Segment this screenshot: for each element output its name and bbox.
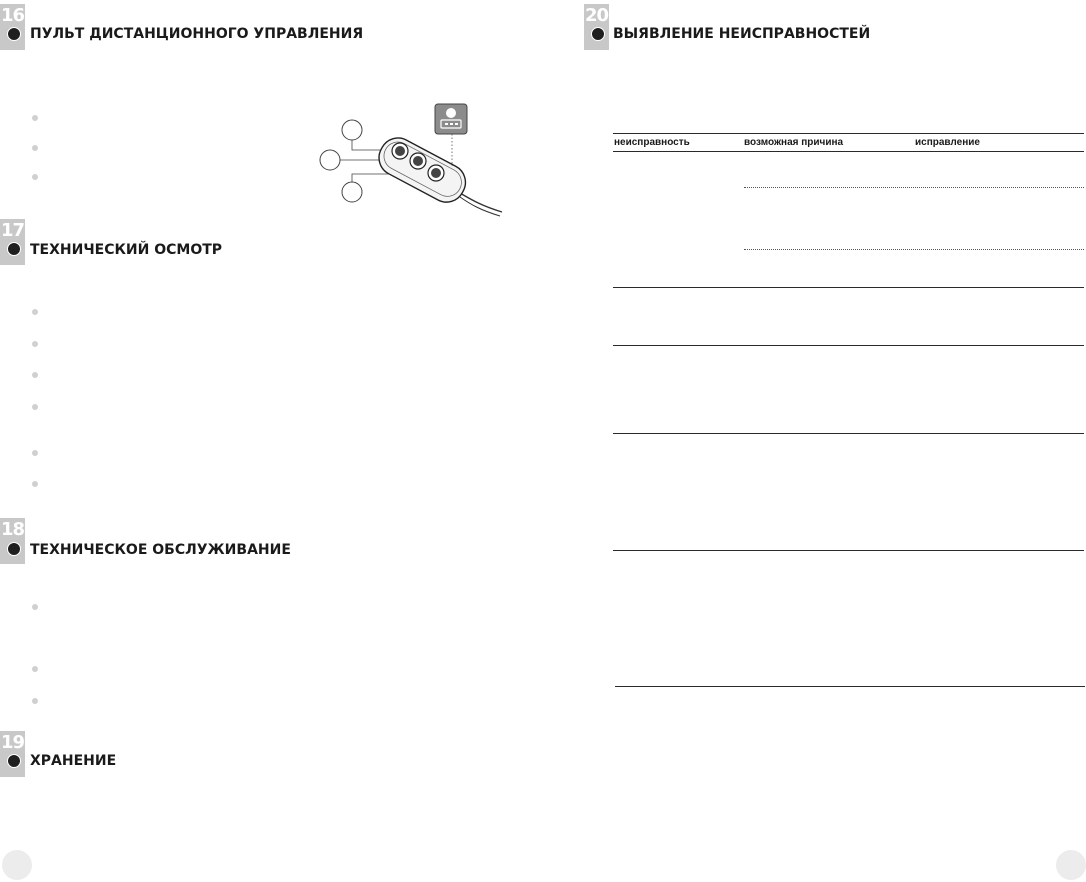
table-row-3-rule: [613, 433, 1084, 434]
callout-circle-1: [342, 120, 362, 140]
table-row-1-rule: [613, 287, 1084, 288]
page-number-circle-left: [2, 850, 32, 880]
remote-button-1: [392, 143, 408, 159]
remote-body: [373, 132, 472, 209]
table-header-rule: [613, 151, 1084, 152]
section-heading-20: ВЫЯВЛЕНИЕ НЕИСПРАВНОСТЕЙ: [613, 26, 871, 42]
bullet-17-2: [32, 341, 38, 347]
section-heading-17: ТЕХНИЧЕСКИЙ ОСМОТР: [30, 242, 223, 258]
bullet-16-2: [32, 145, 38, 151]
section-heading-18: ТЕХНИЧЕСКОЕ ОБСЛУЖИВАНИЕ: [30, 542, 291, 558]
table-row-2-rule: [613, 345, 1084, 346]
section-number-19: [0, 731, 25, 755]
bullet-18-2: [32, 666, 38, 672]
table-header-fault: неисправность: [614, 137, 690, 148]
table-header-fix: исправление: [915, 137, 980, 148]
section-number-19-text: 19: [1, 732, 25, 753]
section-marker-17: [7, 242, 21, 256]
remote-button-2: [410, 153, 426, 169]
bullet-17-1: [32, 309, 38, 315]
table-bottom-rule: [615, 686, 1085, 687]
section-marker-18: [7, 542, 21, 556]
section-marker-20: [591, 27, 605, 41]
page-number-circle-right: [1056, 850, 1086, 880]
table-header-cause: возможная причина: [744, 137, 844, 148]
bullet-17-4: [32, 404, 38, 410]
section-marker-19: [7, 754, 21, 768]
bullet-17-3: [32, 372, 38, 378]
remote-button-3: [428, 165, 444, 181]
bullet-16-3: [32, 174, 38, 180]
section-number-20: [584, 4, 609, 28]
callout-circle-2: [320, 150, 340, 170]
bullet-18-1: [32, 604, 38, 610]
bullet-17-6: [32, 481, 38, 487]
remote-cable-inner: [460, 197, 500, 216]
section-marker-16: [7, 27, 21, 41]
section-heading-19: ХРАНЕНИЕ: [30, 753, 117, 769]
table-row-1-divider-a: [744, 187, 1084, 188]
remote-control-symbol-icon: [435, 104, 467, 134]
bullet-16-1: [32, 115, 38, 121]
section-heading-16: ПУЛЬТ ДИСТАНЦИОННОГО УПРАВЛЕНИЯ: [30, 26, 364, 42]
remote-control-illustration: [312, 98, 512, 218]
section-number-17-text: 17: [1, 220, 25, 241]
section-number-17: [0, 219, 25, 243]
section-number-16-text: 16: [1, 5, 25, 26]
section-number-18: [0, 518, 25, 542]
table-top-rule: [613, 133, 1084, 134]
section-number-16: [0, 4, 25, 28]
table-row-1-divider-b: [744, 249, 1084, 250]
bullet-17-5: [32, 450, 38, 456]
section-number-18-text: 18: [1, 519, 25, 540]
bullet-18-3: [32, 698, 38, 704]
callout-circle-3: [342, 182, 362, 202]
section-number-20-text: 20: [585, 5, 609, 26]
table-row-4-rule: [613, 550, 1084, 551]
